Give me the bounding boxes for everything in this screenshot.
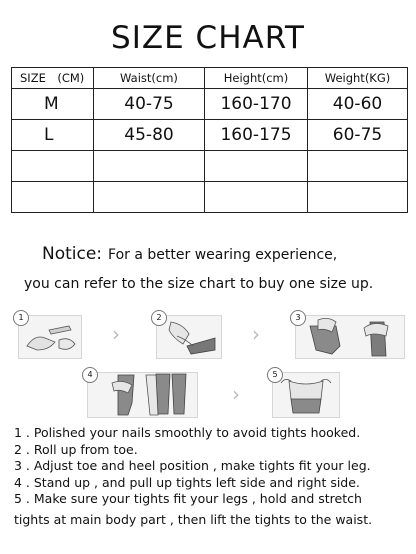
size-chart-table [11,67,408,213]
weight-cell: 60-75 [308,120,408,151]
weight-cell [308,182,408,213]
waist-cell: 45-80 [94,120,205,151]
nail-polish-illustration-icon [19,316,81,358]
instruction-item-continued: tights at main body part , then lift the tights to the waist. [14,511,373,527]
step-number: 3 [290,310,306,326]
notice-line-1 [42,244,337,264]
instruction-item: 3 . Adjust toe and heel position , make tights fit your leg. [14,458,371,473]
size-cell: M [12,89,94,120]
step-number: 1 [13,310,29,326]
instruction-item: 5 . Make sure your tights fit your legs , hold and stretch [14,491,362,506]
size-cell: L [12,120,94,151]
adjust-heel-illustration-icon [296,316,404,358]
step-number: 2 [151,310,167,326]
notice-text-1: For a better wearing experience, [108,247,338,263]
step-5-panel [272,372,340,418]
header-waist: Waist(cm) [94,68,205,89]
height-cell [205,151,308,182]
table-header-row [12,68,408,89]
notice-label: Notice: [42,244,103,264]
step-arrow-icon: › [112,322,120,346]
step-number: 5 [267,367,283,383]
table-row [12,182,408,213]
waist-cell [94,151,205,182]
waist-cell [94,182,205,213]
notice-line-2: you can refer to the size chart to buy one size up. [24,276,374,292]
instructions-list [14,425,414,528]
table-row [12,120,408,151]
size-cell [12,151,94,182]
table-row [12,151,408,182]
height-cell: 160-170 [205,89,308,120]
step-arrow-icon: › [232,382,240,406]
step-arrow-icon: › [252,322,260,346]
waist-cell: 40-75 [94,89,205,120]
step-2-panel [156,315,222,359]
roll-from-toe-illustration-icon [157,316,221,358]
header-size: SIZE (CM) [12,68,94,89]
weight-cell [308,151,408,182]
height-cell: 160-175 [205,120,308,151]
header-height: Height(cm) [205,68,308,89]
step-4-panel-right [146,372,196,416]
stretch-to-waist-illustration-icon [273,373,339,417]
leg-illustration-icon [146,372,196,416]
page-title: SIZE CHART [111,20,305,56]
instruction-item: 4 . Stand up , and pull up tights left side and right side. [14,474,360,490]
step-1-panel [18,315,82,359]
weight-cell: 40-60 [308,89,408,120]
instruction-item: 2 . Roll up from toe. [14,441,138,457]
size-cell [12,182,94,213]
instruction-item: 1 . Polished your nails smoothly to avoid tights hooked. [14,425,361,440]
table-row [12,89,408,120]
height-cell [205,182,308,213]
step-number: 4 [82,367,98,383]
step-3-panel [295,315,405,359]
header-weight: Weight(KG) [308,68,408,89]
